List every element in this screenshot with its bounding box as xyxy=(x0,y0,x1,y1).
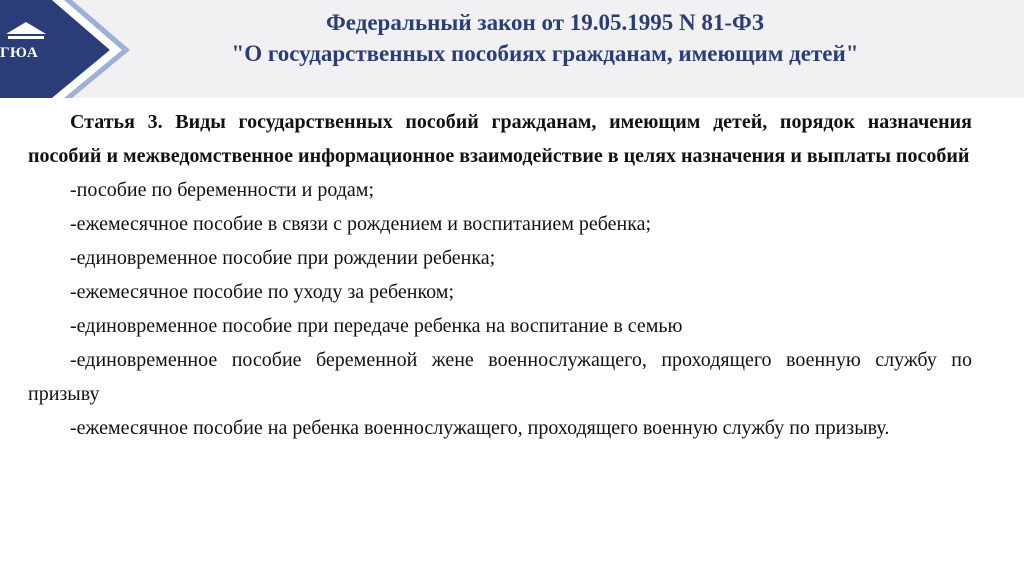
list-item: -единовременное пособие при рождении ребенка; xyxy=(70,247,496,269)
list-item: -ежемесячное пособие по уходу за ребенком; xyxy=(70,281,455,303)
page-title-line-2: "О государственных пособиях гражданам, имеющим детей" xyxy=(231,41,859,66)
page-title xyxy=(120,7,970,69)
article-heading: Статья 3. Виды государственных пособий гражданам, имеющим детей, порядок назначения пособий и межведомственное информационное взаимодействие в целях назначения и выплаты пособий xyxy=(28,111,972,167)
slide-header xyxy=(0,0,1024,98)
list-item: -единовременное пособие беременной жене военнослужащего, проходящего военную службу по призыву xyxy=(28,349,972,405)
list-item: -ежемесячное пособие в связи с рождением и воспитанием ребенка; xyxy=(70,213,652,235)
list-item: -ежемесячное пособие на ребенка военнослужащего, проходящего военную службу по призыву. xyxy=(70,417,890,439)
article-body xyxy=(28,105,972,445)
list-item: -пособие по беременности и родам; xyxy=(70,179,375,201)
logo-text: ГЮА xyxy=(0,45,39,61)
page-title-line-1: Федеральный закон от 19.05.1995 N 81-ФЗ xyxy=(326,10,764,35)
list-item: -единовременное пособие при передаче ребенка на воспитание в семью xyxy=(70,315,683,337)
